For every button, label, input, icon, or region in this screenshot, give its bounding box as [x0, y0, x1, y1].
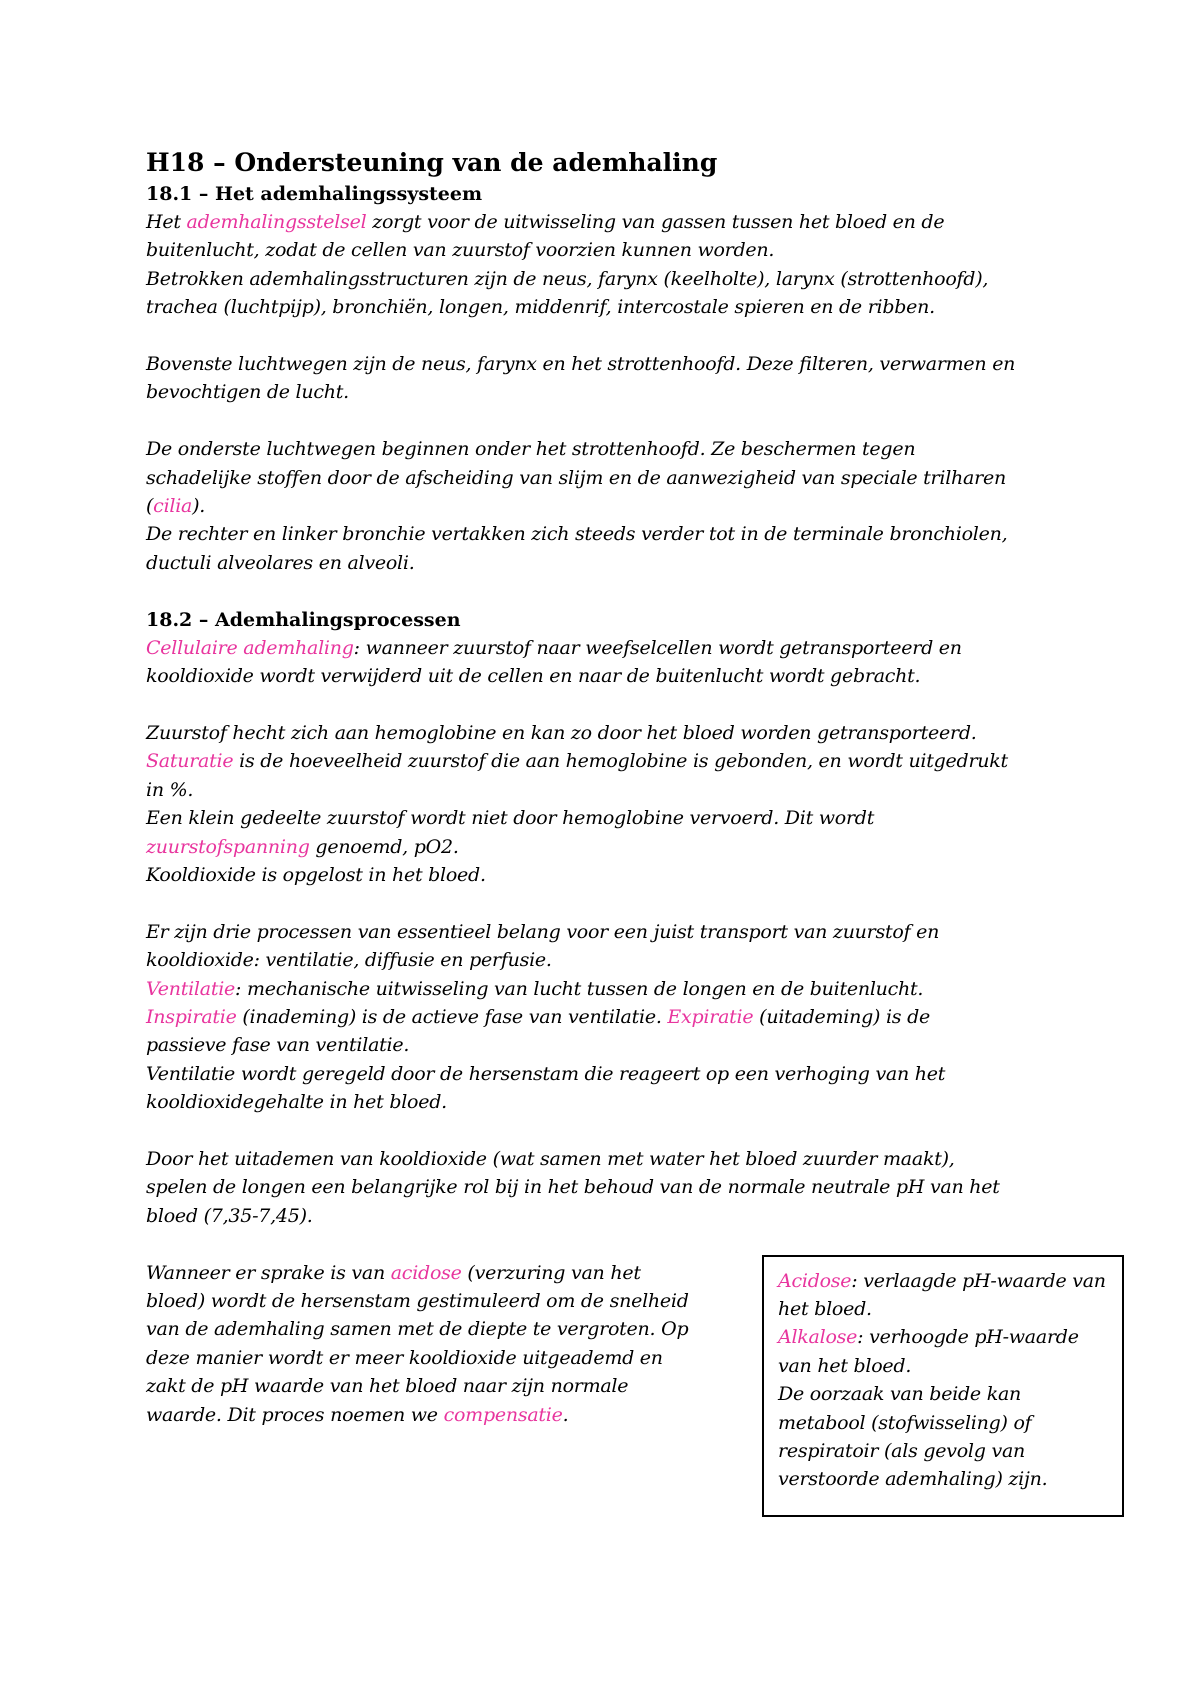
text-run: waarde. Dit proces noemen we	[146, 1403, 444, 1426]
text-line	[778, 1437, 1122, 1465]
text-run: : wanneer zuurstof naar weefselcellen wordt getransporteerd en	[353, 636, 962, 659]
text-run: zakt de pH waarde van het bloed naar zijn normale	[146, 1375, 629, 1398]
text-run: Bovenste luchtwegen zijn de neus, farynx en het strottenhoofd. Deze filteren, verwarmen en	[146, 353, 1016, 376]
highlighted-term: Saturatie	[146, 750, 234, 773]
highlighted-term: acidose	[390, 1261, 462, 1284]
text-line	[778, 1323, 1122, 1351]
section-heading-18-1: 18.1 – Het ademhalingssysteem	[146, 183, 483, 205]
text-run: Betrokken ademhalingsstructuren zijn de neus, farynx (keelholte), larynx (strottenhoofd),	[146, 267, 989, 290]
highlighted-term: ademhalingsstelsel	[186, 211, 367, 233]
text-run: bloed) wordt de hersenstam gestimuleerd om de snelheid	[146, 1290, 689, 1313]
text-line	[146, 975, 1086, 1003]
highlighted-term: Ventilatie	[146, 977, 236, 1000]
blank-line	[146, 322, 1086, 350]
text-line	[146, 350, 1086, 378]
text-run: spelen de longen een belangrijke rol bij in het behoud van de normale neutrale pH van het	[146, 1176, 1000, 1199]
text-run: ).	[192, 495, 206, 518]
text-line	[146, 946, 1086, 974]
text-line	[146, 464, 1086, 492]
text-run: kooldioxidegehalte in het bloed.	[146, 1091, 447, 1114]
text-line	[146, 1259, 706, 1287]
text-line	[146, 747, 1086, 775]
text-line	[146, 1060, 1086, 1088]
text-run: kooldioxide: ventilatie, diffusie en perfusie.	[146, 949, 552, 972]
text-line	[146, 918, 1086, 946]
text-run: van de ademhaling samen met de diepte te vergroten. Op	[146, 1318, 689, 1341]
text-run: (uitademing) is de	[753, 1005, 930, 1028]
text-line	[146, 1145, 1086, 1173]
text-line	[146, 804, 1086, 832]
text-line	[146, 549, 1086, 577]
blank-line	[146, 407, 1086, 435]
text-line	[146, 293, 1086, 321]
blank-line	[146, 889, 1086, 917]
text-line	[146, 236, 1086, 264]
highlighted-term: Acidose	[778, 1269, 852, 1292]
text-run: deze manier wordt er meer kooldioxide uitgeademd en	[146, 1346, 663, 1369]
text-line	[778, 1380, 1122, 1408]
text-run: : mechanische uitwisseling van lucht tussen de longen en de buitenlucht.	[235, 977, 924, 1000]
text-line	[778, 1409, 1122, 1437]
text-run: Een klein gedeelte zuurstof wordt niet door hemoglobine vervoerd. Dit wordt	[146, 807, 875, 830]
text-run: van het bloed.	[778, 1354, 912, 1377]
text-line	[146, 1031, 1086, 1059]
text-run: (verzuring van het	[461, 1261, 641, 1284]
text-line	[778, 1267, 1122, 1295]
text-run: (inademing) is de actieve fase van ventilatie.	[236, 1005, 668, 1028]
section-heading-18-2: 18.2 – Ademhalingsprocessen	[146, 608, 461, 631]
text-run: bevochtigen de lucht.	[146, 381, 349, 404]
text-run: De oorzaak van beide kan	[778, 1383, 1022, 1406]
text-line	[146, 1088, 1086, 1116]
text-run: De onderste luchtwegen beginnen onder het strottenhoofd. Ze beschermen tegen	[146, 438, 916, 461]
text-line	[146, 208, 1086, 236]
text-run: het bloed.	[778, 1298, 872, 1321]
text-line	[146, 719, 1086, 747]
text-line	[146, 265, 1086, 293]
text-line	[146, 833, 1086, 861]
highlighted-term: Alkalose	[778, 1326, 858, 1349]
text-line	[778, 1465, 1122, 1493]
acidose-paragraph	[146, 1259, 706, 1429]
text-line	[146, 1003, 1086, 1031]
blank-line	[146, 1117, 1086, 1145]
text-run: kooldioxide wordt verwijderd uit de cellen en naar de buitenlucht wordt gebracht.	[146, 665, 921, 688]
text-run: : verlaagde pH-waarde van	[851, 1269, 1106, 1292]
text-run: Door het uitademen van kooldioxide (wat samen met water het bloed zuurder maakt),	[146, 1147, 955, 1170]
text-run: Wanneer er sprake is van	[146, 1261, 391, 1284]
document-page	[146, 146, 1106, 1539]
highlighted-term: Inspiratie	[146, 1005, 237, 1028]
text-run: (	[146, 495, 154, 518]
text-line	[146, 435, 1086, 463]
text-run: : verhoogde pH-waarde	[857, 1326, 1079, 1349]
text-run: De rechter en linker bronchie vertakken zich steeds verder tot in de terminale bronchiolen,	[146, 523, 1008, 546]
text-run: .	[562, 1403, 569, 1426]
highlighted-term: cilia	[153, 495, 193, 518]
text-run: in %.	[146, 778, 194, 801]
text-run: schadelijke stoffen door de afscheiding van slijm en de aanwezigheid van speciale trilharen	[146, 466, 1006, 489]
text-run: trachea (luchtpijp), bronchiën, longen, middenrif, intercostale spieren en de ribben.	[146, 296, 935, 319]
text-run: ductuli alveolares en alveoli.	[146, 551, 415, 574]
text-run: passieve fase van ventilatie.	[146, 1034, 410, 1057]
text-run: verstoorde ademhaling) zijn.	[778, 1468, 1048, 1491]
section-18-1-body	[146, 208, 1086, 577]
definition-box	[762, 1255, 1124, 1517]
highlighted-term: compensatie	[443, 1403, 563, 1426]
text-run: genoemd, pO2.	[309, 835, 459, 858]
highlighted-term: zuurstofspanning	[146, 835, 310, 858]
text-run: Zuurstof hecht zich aan hemoglobine en kan zo door het bloed worden getransporteerd.	[146, 721, 977, 744]
text-run: Er zijn drie processen van essentieel belang voor een juist transport van zuurstof en	[146, 920, 940, 943]
text-run: is de hoeveelheid zuurstof die aan hemoglobine is gebonden, en wordt uitgedrukt	[233, 750, 1008, 773]
text-run: buitenlucht, zodat de cellen van zuurstof voorzien kunnen worden.	[146, 239, 775, 262]
text-run: Kooldioxide is opgelost in het bloed.	[146, 863, 486, 886]
text-line	[146, 378, 1086, 406]
page-title: H18 – Ondersteuning van de ademhaling	[146, 148, 718, 177]
text-line	[146, 1173, 1086, 1201]
text-run: respiratoir (als gevolg van	[778, 1440, 1026, 1463]
blank-line	[146, 690, 1086, 718]
text-line	[146, 776, 1086, 804]
text-line	[146, 1401, 706, 1429]
text-line	[146, 1372, 706, 1400]
text-line	[146, 520, 1086, 548]
text-line	[778, 1295, 1122, 1323]
text-run: Ventilatie wordt geregeld door de hersenstam die reageert op een verhoging van het	[146, 1062, 946, 1085]
section-18-2-body	[146, 634, 1086, 1259]
text-line	[146, 1344, 706, 1372]
two-column-area	[146, 1259, 1106, 1539]
text-line	[146, 1315, 706, 1343]
highlighted-term: Cellulaire ademhaling	[146, 636, 354, 659]
text-run: bloed (7,35-7,45).	[146, 1204, 313, 1227]
text-run: metabool (stofwisseling) of	[778, 1411, 1032, 1434]
text-line	[146, 861, 1086, 889]
text-run: Het	[146, 211, 187, 233]
text-line	[778, 1352, 1122, 1380]
highlighted-term: Expiratie	[667, 1005, 754, 1028]
text-line	[146, 634, 1086, 662]
text-line	[146, 1202, 1086, 1230]
text-line	[146, 1287, 706, 1315]
text-run: zorgt voor de uitwisseling van gassen tussen het bloed en de	[366, 211, 945, 233]
text-line	[146, 492, 1086, 520]
text-line	[146, 662, 1086, 690]
spacer	[146, 577, 1086, 605]
